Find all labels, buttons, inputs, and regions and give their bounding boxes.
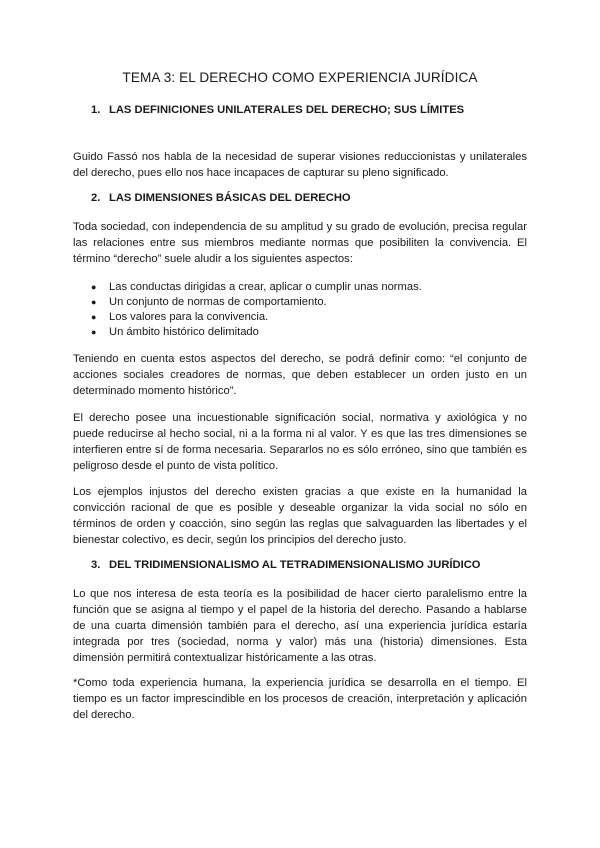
bullet-icon: ● [91, 327, 97, 337]
list-item-text: Las conductas dirigidas a crear, aplicar o cumplir unas normas. [109, 281, 422, 293]
list-item [91, 295, 422, 310]
section-3-heading [91, 559, 480, 571]
section-3-number: 3. [91, 559, 101, 571]
bullet-icon: ● [91, 282, 97, 292]
section-2-number: 2. [91, 192, 101, 204]
section-2-paragraph-2: El derecho posee una incuestionable significación social, normativa y axiológica y no puede reducirse al hecho social, ni a la forma ni al valor. Y es que las tres dimensiones se interfieren entre sí de forma necesaria. Separarlos no es sólo erróneo, sino que también es peligroso desde el punto de vista político. [73, 412, 527, 472]
section-2-paragraph-3: Los ejemplos injustos del derecho existen gracias a que existe en la humanidad la convicción racional de que es posible y deseable organizar la vida social no sólo en términos de orden y coacción, sino según las reglas que salvaguarden las libertades y el bienestar colectivo, es decir, según los principios del derecho justo. [73, 486, 527, 546]
section-1-heading [91, 104, 464, 116]
list-item-text: Un conjunto de normas de comportamiento. [109, 296, 327, 308]
section-2-paragraph-1: Teniendo en cuenta estos aspectos del derecho, se podrá definir como: “el conjunto de acciones sociales creadores de normas, que deben establecer un orden justo en un determinado momento histórico”. [73, 353, 527, 397]
section-3-paragraph-1: Lo que nos interesa de esta teoría es la posibilidad de hacer cierto paralelismo entre la función que se asigna al tiempo y el papel de la historia del derecho. Pasando a hablarse de una cuarta dimensión también para el derecho, así una experiencia jurídica estaría integrada por tres (sociedad, norma y valor) más una (historia) dimensiones. Esta dimensión permitirá contextualizar históricamente a las otras. [73, 588, 527, 664]
section-2-title: LAS DIMENSIONES BÁSICAS DEL DERECHO [109, 192, 351, 204]
bullet-icon: ● [91, 312, 97, 322]
list-item-text: Los valores para la convivencia. [109, 311, 269, 323]
section-1-number: 1. [91, 104, 101, 116]
document-title: TEMA 3: EL DERECHO COMO EXPERIENCIA JURÍDICA [122, 70, 478, 85]
section-1-paragraph-1: Guido Fassó nos habla de la necesidad de superar visiones reduccionistas y unilaterales del derecho, pues ello nos hace incapaces de capturar su pleno significado. [73, 151, 527, 179]
section-2-heading [91, 192, 351, 204]
list-item [91, 325, 422, 340]
list-item [91, 310, 422, 325]
list-item-text: Un ámbito histórico delimitado [109, 326, 259, 338]
section-3-paragraph-2: *Como toda experiencia humana, la experiencia jurídica se desarrolla en el tiempo. El tiempo es un factor imprescindible en los procesos de creación, interpretación y aplicación del derecho. [73, 677, 527, 721]
section-3-title: DEL TRIDIMENSIONALISMO AL TETRADIMENSIONALISMO JURÍDICO [109, 559, 481, 571]
section-2-intro: Toda sociedad, con independencia de su amplitud y su grado de evolución, precisa regular las relaciones entre sus miembros mediante normas que posibiliten la convivencia. El término “derecho” suele aludir a los siguientes aspectos: [73, 221, 527, 265]
section-1-title: LAS DEFINICIONES UNILATERALES DEL DERECHO; SUS LÍMITES [109, 104, 465, 116]
bullet-icon: ● [91, 297, 97, 307]
list-item [91, 280, 422, 295]
aspects-list [91, 280, 422, 340]
